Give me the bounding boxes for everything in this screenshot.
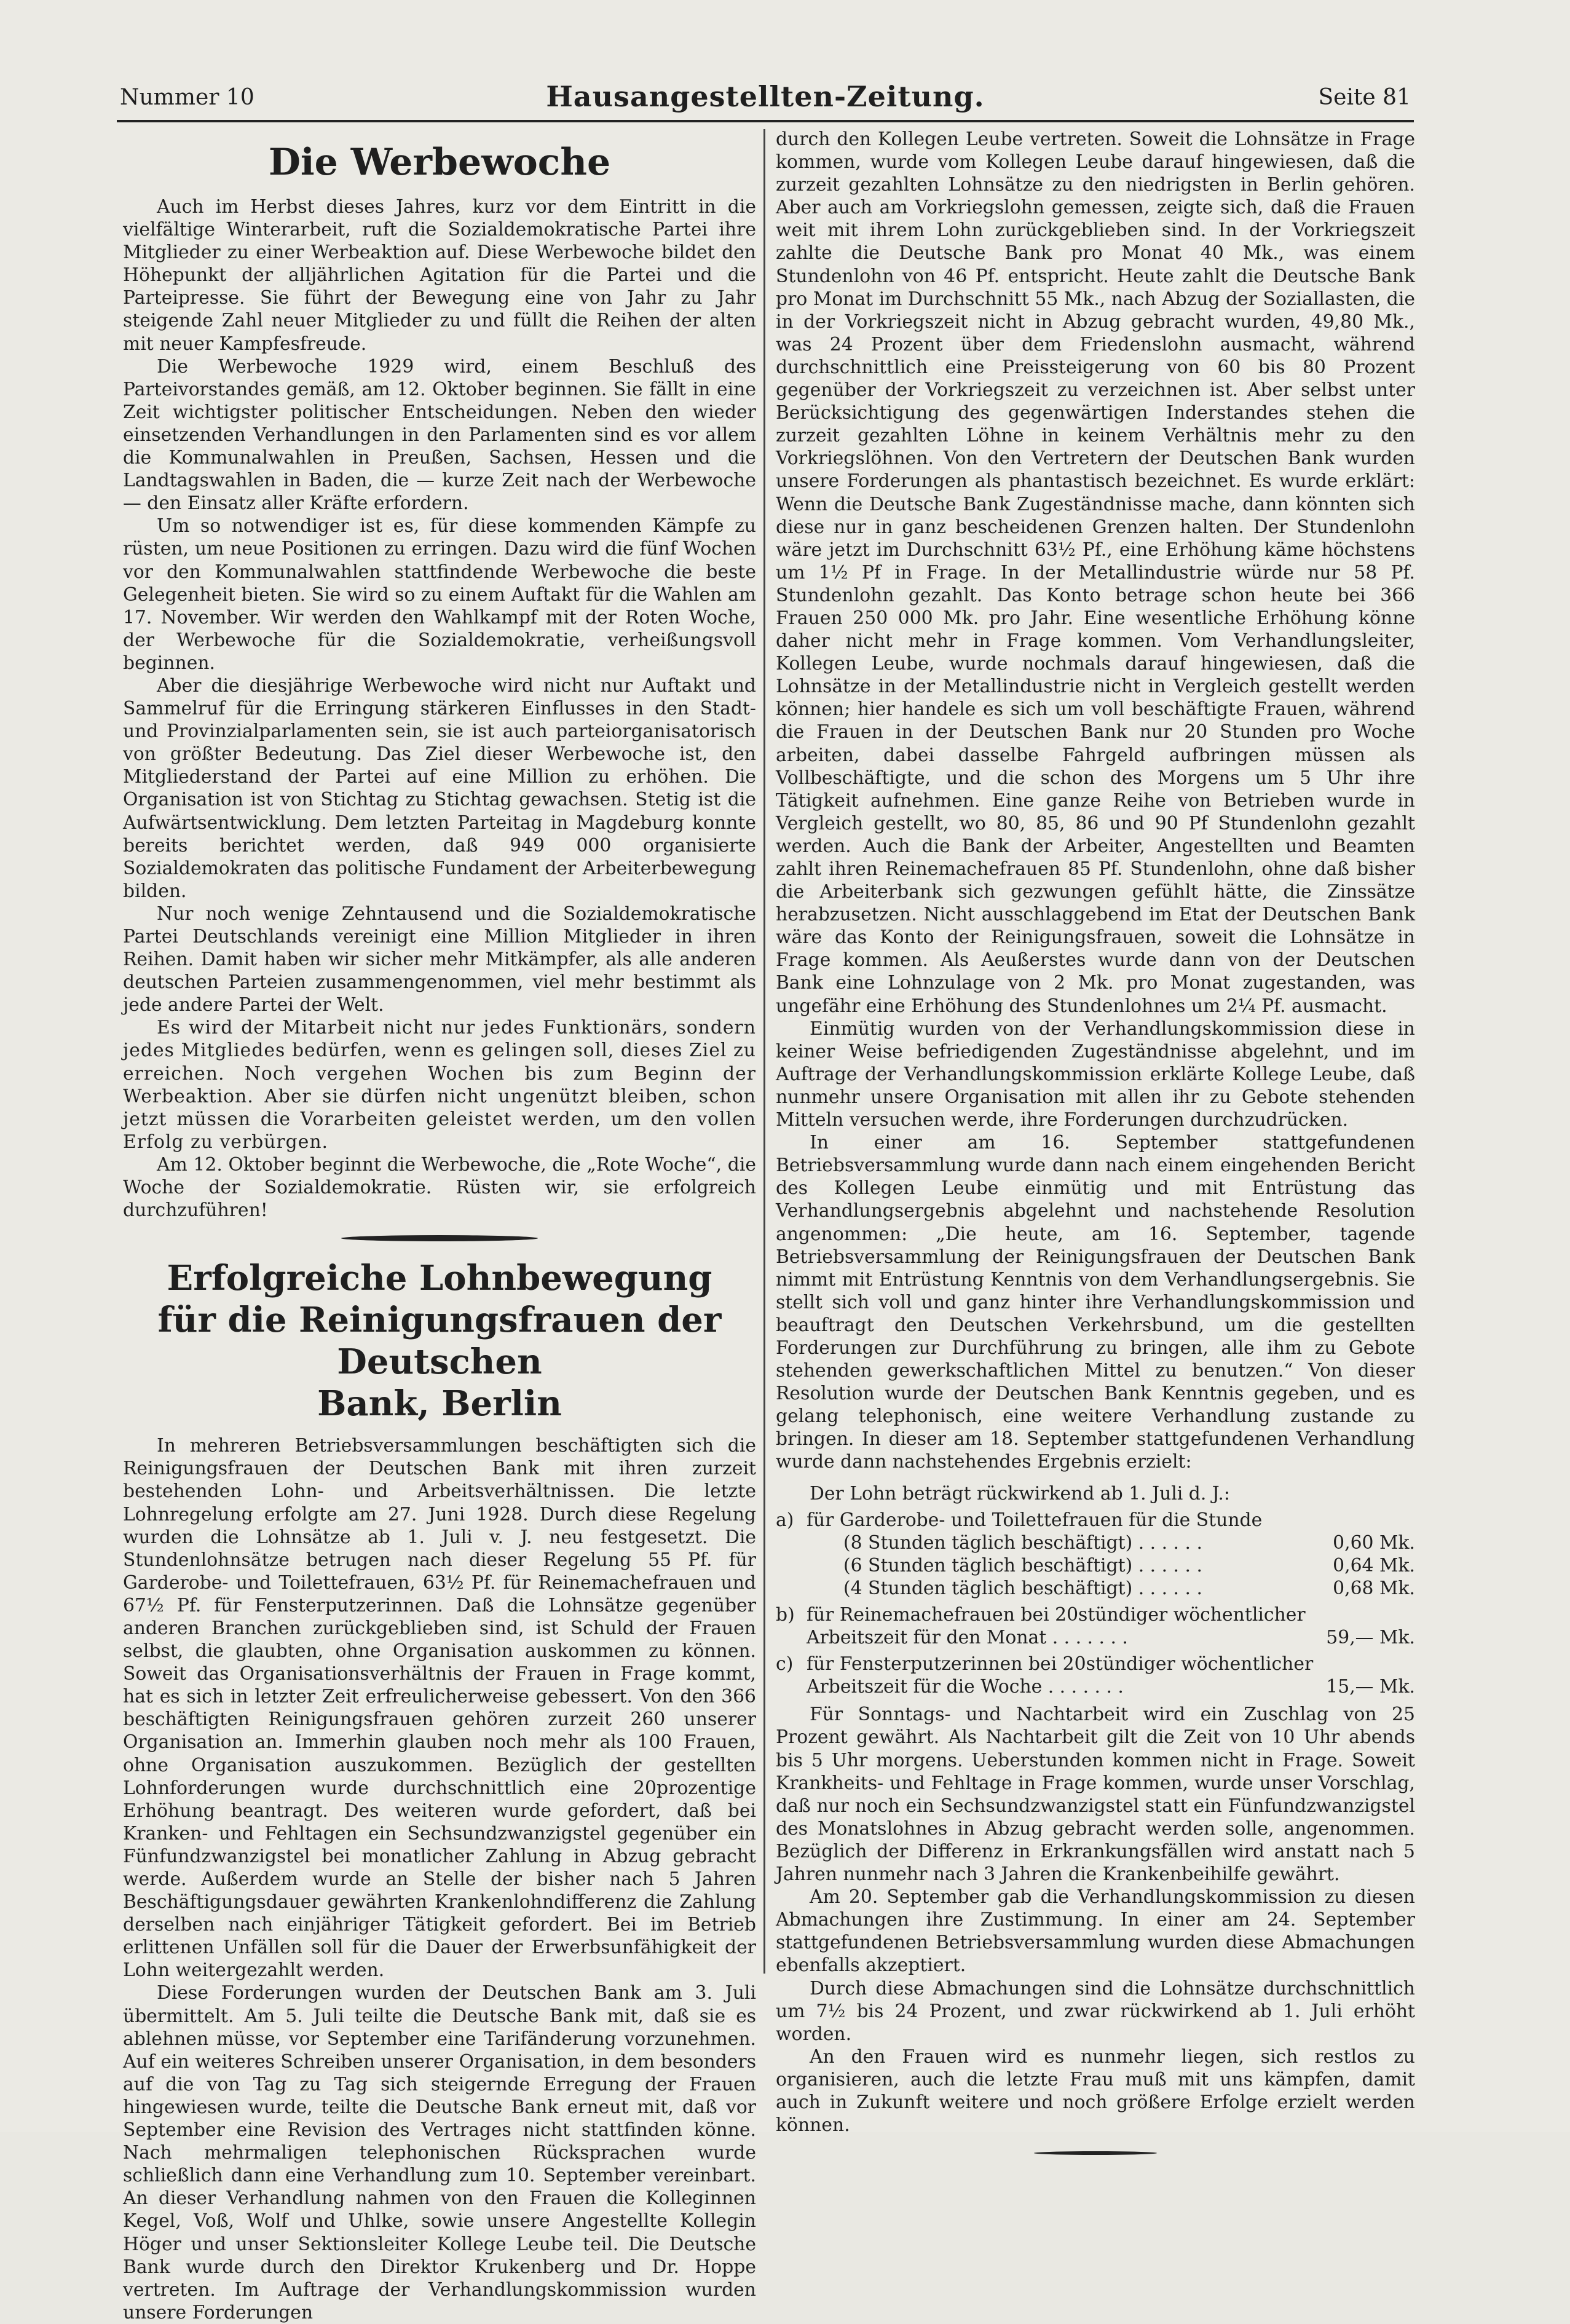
- article-paragraph: Diese Forderungen wurden der Deutschen Bank am 3. Juli übermittelt. Am 5. Juli teilte die Deutsche Bank mit, daß sie es ablehnen müsse, vor September eine Tarifänderung vorzunehmen. Auf ein weiteres Schreiben unserer Organisation, in dem besonders auf die von Tag zu Tag sich steigernde Erregung der Frauen hingewiesen wurde, teilte die Deutsche Bank erneut mit, daß vor September eine Revision des Vertrages nicht stattfinden könne. Nach mehrmaligen telephonischen Rücksprachen wurde schließlich dann eine Verhandlung zum 10. September vereinbart. An dieser Verhandlung nahmen von den Frauen die Kolleginnen Kegel, Voß, Wolf und Uhlke, sowie unsere Angestellte Kollegin Höger und unser Sektionsleiter Kollege Leube teil. Die Deutsche Bank wurde durch den Direktor Krukenberg und Dr. Hoppe vertreten. Im Auftrage der Verhandlungskommission wurden unsere Forderungen: [123, 1982, 756, 2323]
- article-paragraph: Um so notwendiger ist es, für diese kommenden Kämpfe zu rüsten, um neue Positionen zu erringen. Dazu wird die fünf Wochen vor den Kommunalwahlen stattfindende Werbewoche die beste Gelegenheit bieten. Sie wird so zu einem Auftakt für die Wahlen am 17. November. Wir werden den Wahlkampf mit der Roten Woche, der Werbewoche für die Sozialdemokratie, verheißungsvoll beginnen.: [123, 515, 756, 674]
- wage-row-label: (6 Stunden täglich beschäftigt) . . . . . .: [843, 1554, 1202, 1576]
- wage-row-label: Arbeitszeit für die Woche . . . . . . .: [807, 1676, 1124, 1698]
- article-paragraph: durch den Kollegen Leube vertreten. Soweit die Lohnsätze in Frage kommen, wurde vom Kollegen Leube darauf hingewiesen, daß die zurzeit gezahlten Lohnsätze zu den niedrigsten in Berlin gehören. Aber auch am Vorkriegslohn gemessen, zeigte sich, daß die Frauen weit mit ihrem Lohn zurückgeblieben sind. In der Vorkriegszeit zahlte die Deutsche Bank pro Monat 40 Mk., was einem Stundenlohn von 46 Pf. entspricht. Heute zahlt die Deutsche Bank pro Monat im Durchschnitt 55 Mk., nach Abzug der Soziallasten, die in der Vorkriegszeit nicht in Abzug gebracht wurden, 49,80 Mk., was 24 Prozent über dem Friedenslohn ausmacht, während durchschnittlich eine Preissteigerung von 60 bis 80 Prozent gegenüber der Vorkriegszeit zu verzeichnen ist. Aber selbst unter Berücksichtigung des gegenwärtigen Inderstandes stehen die zurzeit gezahlten Löhne in keinem Verhältnis mehr zu den Vorkriegslöhnen. Von den Vertretern der Deutschen Bank wurden unsere Forderungen als phantastisch bezeichnet. Es wurde erklärt: Wenn die Deutsche Bank Zugeständnisse mache, dann könnten sich diese nur in ganz bescheidenen Grenzen halten. Der Stundenlohn wäre jetzt im Durchschnitt 63½ Pf., eine Erhöhung käme höchstens um 1½ Pf in Frage. In der Metallindustrie würde nur 58 Pf. Stundenlohn gezahlt. Das Konto betrage schon heute bei 366 Frauen 250 000 Mk. pro Jahr. Eine wesentliche Erhöhung könne daher nicht mehr in Frage kommen. Vom Verhandlungsleiter, Kollegen Leube, wurde nochmals darauf hingewiesen, daß die Lohnsätze in der Metallindustrie nicht in Vergleich gestellt werden können; hier handele es sich um voll beschäftigte Frauen, während die Frauen in der Deutschen Bank nur 20 Stunden pro Woche arbeiten, dabei dasselbe Fahrgeld aufbringen müssen als Vollbeschäftigte, und die schon des Morgens um 5 Uhr ihre Tätigkeit aufnehmen. Eine ganze Reihe von Betrieben wurde in Vergleich gestellt, wo 80, 85, 86 und 90 Pf Stundenlohn gezahlt werden. Auch die Bank der Arbeiter, Angestellten und Beamten zahlt ihren Reinemachefrauen 85 Pf. Stundenlohn, ohne daß bisher die Arbeiterbank sich gezwungen gefühlt hätte, die Zinssätze herabzusetzen. Nicht ausschlaggebend im Etat der Deutschen Bank wäre das Konto der Reinigungsfrauen, soweit die Lohnsätze in Frage kommen. Als Aeußerstes wurde dann von der Deutschen Bank eine Lohnzulage von 2 Mk. pro Monat zugestanden, was ungefähr eine Erhöhung des Stundenlohnes um 2¼ Pf. ausmacht.: [776, 128, 1415, 1017]
- article-paragraph: Nur noch wenige Zehntausend und die Sozialdemokratische Partei Deutschlands vereinigt eine Million Mitglieder in ihren Reihen. Damit haben wir sicher mehr Mitkämpfer, als alle anderen deutschen Parteien zusammengenommen, viel mehr bestimmt als jede andere Partei der Welt.: [123, 903, 756, 1016]
- article-paragraph: An den Frauen wird es nunmehr liegen, sich restlos zu organisieren, auch die letzte Frau muß mit uns kämpfen, damit auch in Zukunft weitere und noch größere Erfolge erzielt werden können.: [776, 2045, 1415, 2136]
- article-paragraph: Für Sonntags- und Nachtarbeit wird ein Zuschlag von 25 Prozent gewährt. Als Nachtarbeit gilt die Zeit von 10 Uhr abends bis 5 Uhr morgens. Ueberstunden kommen nicht in Frage. Soweit Krankheits- und Fehltage in Frage kommen, wurde unser Vorschlag, daß nur noch ein Sechsundzwanzigstel statt ein Fünfundzwanzigstel des Monatslohnes in Abzug gebracht werden solle, angenommen. Bezüglich der Differenz in Erkrankungsfällen wird anstatt nach 5 Jahren nunmehr nach 3 Jahren die Krankenbeihilfe gewährt.: [776, 1704, 1415, 1886]
- wage-item-c: [776, 1653, 1415, 1675]
- wage-row-label: (4 Stunden täglich beschäftigt) . . . . . .: [843, 1577, 1202, 1599]
- newspaper-title: Hausangestellten-Zeitung.: [546, 80, 985, 113]
- wage-row: [776, 1532, 1415, 1554]
- item-marker: c): [776, 1653, 794, 1675]
- wage-table-lead: Der Lohn beträgt rückwirkend ab 1. Juli d. J.:: [810, 1482, 1230, 1504]
- wage-row: [776, 1626, 1415, 1649]
- article-paragraph: Durch diese Abmachungen sind die Lohnsätze durchschnittlich um 7½ bis 24 Prozent, und zwar rückwirkend ab 1. Juli erhöht worden.: [776, 1977, 1415, 2045]
- wage-table: [776, 1482, 1415, 1699]
- title-line: Bank, Berlin: [317, 1383, 562, 1425]
- article-paragraph: Auch im Herbst dieses Jahres, kurz vor dem Eintritt in die vielfältige Winterarbeit, ruft die Sozialdemokratische Partei ihre Mitglieder zu einer Werbeaktion auf. Diese Werbewoche bildet den Höhepunkt der alljährlichen Agitation für die Partei und die Parteipresse. Sie führt der Bewegung eine von Jahr zu Jahr steigende Zahl neuer Mitglieder zu und füllt die Reihen der alten mit neuer Kampfesfreude.: [123, 196, 756, 355]
- wage-row-value: 15,— Mk.: [1326, 1676, 1415, 1698]
- end-separator: [1034, 2151, 1157, 2155]
- item-marker: b): [776, 1604, 795, 1626]
- article-separator: [341, 1235, 538, 1241]
- issue-number: Nummer 10: [120, 85, 254, 110]
- article-paragraph: Am 20. September gab die Verhandlungskommission zu diesen Abmachungen ihre Zustimmung. In einer am 24. September stattgefundenen Betriebsversammlung wurden diese Abmachungen ebenfalls akzeptiert.: [776, 1886, 1415, 1977]
- article-title-lohnbewegung: [123, 1257, 756, 1425]
- article-paragraph: Es wird der Mitarbeit nicht nur jedes Funktionärs, sondern jedes Mitgliedes bedürfen, wenn es gelingen soll, dieses Ziel zu erreichen. Noch vergehen Wochen bis zum Beginn der Werbeaktion. Aber sie dürfen nicht ungenützt bleiben, schon jetzt müssen die Vorarbeiten geleistet werden, um den vollen Erfolg zu verbürgen.: [123, 1017, 756, 1153]
- header-rule: [117, 120, 1414, 122]
- column-divider: [763, 129, 765, 1974]
- article-paragraph: Aber die diesjährige Werbewoche wird nicht nur Auftakt und Sammelruf für die Erringung stärkeren Einflusses in den Stadt- und Provinzialparlamenten sein, sie ist auch parteiorganisatorisch von größter Bedeutung. Das Ziel dieser Werbewoche ist, den Mitgliederstand der Partei auf eine Million zu erhöhen. Die Organisation ist von Stichtag zu Stichtag gewachsen. Stetig ist die Aufwärtsentwicklung. Dem letzten Parteitag in Magdeburg konnte bereits berichtet werden, daß 949 000 organisierte Sozialdemokraten das politische Fundament der Arbeiterbewegung bilden.: [123, 674, 756, 902]
- item-text: für Fensterputzerinnen bei 20stündiger wöchentlicher: [807, 1653, 1314, 1675]
- article-paragraph: Einmütig wurden von der Verhandlungskommission diese in keiner Weise befriedigenden Zugeständnisse abgelehnt, und im Auftrage der Verhandlungskommission erklärte Kollege Leube, daß nunmehr unsere Organisation mit allen ihr zu Gebote stehenden Mitteln versuchen werde, ihre Forderungen durchzudrücken.: [776, 1018, 1415, 1131]
- title-line: für die Reinigungsfrauen der Deutschen: [157, 1300, 722, 1383]
- wage-row-value: 0,64 Mk.: [1333, 1554, 1415, 1576]
- wage-row-label: (8 Stunden täglich beschäftigt) . . . . . .: [843, 1532, 1202, 1554]
- wage-row-value: 0,68 Mk.: [1333, 1577, 1415, 1599]
- page-header: [120, 80, 1411, 123]
- item-text: für Reinemachefrauen bei 20stündiger wöchentlicher: [807, 1604, 1306, 1626]
- article-paragraph: Die Werbewoche 1929 wird, einem Beschluß des Parteivorstandes gemäß, am 12. Oktober beginnen. Sie fällt in eine Zeit wichtigster politischer Entscheidungen. Neben den wieder einsetzenden Verhandlungen in den Parlamenten sind es vor allem die Kommunalwahlen in Preußen, Sachsen, Hessen und die Landtagswahlen in Baden, die — kurze Zeit nach der Werbewoche — den Einsatz aller Kräfte erfordern.: [123, 355, 756, 515]
- wage-item-a: [776, 1509, 1415, 1532]
- wage-row: [776, 1577, 1415, 1600]
- item-marker: a): [776, 1509, 794, 1531]
- wage-row-value: 59,— Mk.: [1326, 1627, 1415, 1649]
- wage-row-label: Arbeitszeit für den Monat . . . . . . .: [807, 1627, 1128, 1649]
- wage-row: [776, 1554, 1415, 1577]
- article-title-werbewoche: Die Werbewoche: [268, 141, 611, 184]
- article-paragraph: In mehreren Betriebsversammlungen beschäftigten sich die Reinigungsfrauen der Deutschen Bank mit ihren zurzeit bestehenden Lohn- und Arbeitsverhältnissen. Die letzte Lohnregelung erfolgte am 27. Juni 1928. Durch diese Regelung wurden die Lohnsätze ab 1. Juli v. J. neu festgesetzt. Die Stundenlohnsätze betrugen nach dieser Regelung 55 Pf. für Garderobe- und Toilettefrauen, 63½ Pf. für Reinemachefrauen und 67½ Pf. für Fensterputzerinnen. Daß die Lohnsätze gegenüber anderen Branchen zurückgeblieben sind, ist Schuld der Frauen selbst, die glaubten, ohne Organisation auskommen zu können. Soweit das Organisationsverhältnis der Frauen in Frage kommt, hat es sich in letzter Zeit erfreulicherweise gebessert. Von den 366 beschäftigten Reinigungsfrauen gehören zurzeit 260 unserer Organisation an. Immerhin glauben noch mehr als 100 Frauen, ohne Organisation auszukommen. Bezüglich der gestellten Lohnforderungen wurde durchschnittlich eine 20prozentige Erhöhung beantragt. Des weiteren wurde gefordert, daß bei Kranken- und Fehltagen ein Sechsundzwanzigstel gegenüber ein Fünfundzwanzigstel bei monatlicher Zahlung in Abzug gebracht werde. Außerdem wurde an Stelle der bisher nach 5 Jahren Beschäftigungsdauer gewährten Krankenlohndifferenz die Zahlung derselben nach einjähriger Tätigkeit gefordert. Bei im Betrieb erlittenen Unfällen soll für die Dauer der Erwerbsunfähigkeit der Lohn weitergezahlt werden.: [123, 1435, 756, 1982]
- right-column: [776, 128, 1415, 2155]
- article-paragraph: Am 12. Oktober beginnt die Werbewoche, die „Rote Woche“, die Woche der Sozialdemokratie. Rüsten wir, sie erfolgreich durchzuführen!: [123, 1153, 756, 1222]
- wage-item-b: [776, 1603, 1415, 1626]
- article-paragraph: In einer am 16. September stattgefundenen Betriebsversammlung wurde dann nach einem eingehenden Bericht des Kollegen Leube einmütig und mit Entrüstung das Verhandlungsergebnis abgelehnt und nachstehende Resolution angenommen: „Die heute, am 16. September, tagende Betriebsversammlung der Reinigungsfrauen der Deutschen Bank nimmt mit Entrüstung Kenntnis von dem Verhandlungsergebnis. Sie stellt sich voll und ganz hinter ihre Verhandlungskommission und beauftragt den Deutschen Verkehrsbund, um die gestellten Forderungen zur Durchführung zu bringen, alle ihm zu Gebote stehenden gewerkschaftlichen Mittel zu benutzen.“ Von dieser Resolution wurde der Deutschen Bank Kenntnis gegeben, und es gelang telephonisch, eine weitere Verhandlung zustande zu bringen. In dieser am 18. September stattgefundenen Verhandlung wurde dann nachstehendes Ergebnis erzielt:: [776, 1132, 1415, 1473]
- wage-row-value: 0,60 Mk.: [1333, 1532, 1415, 1554]
- title-line: Erfolgreiche Lohnbewegung: [167, 1258, 712, 1299]
- item-text: für Garderobe- und Toilettefrauen für die Stunde: [807, 1509, 1263, 1531]
- wage-row: [776, 1675, 1415, 1698]
- page-number: Seite 81: [1318, 85, 1411, 110]
- left-column: [123, 128, 756, 2324]
